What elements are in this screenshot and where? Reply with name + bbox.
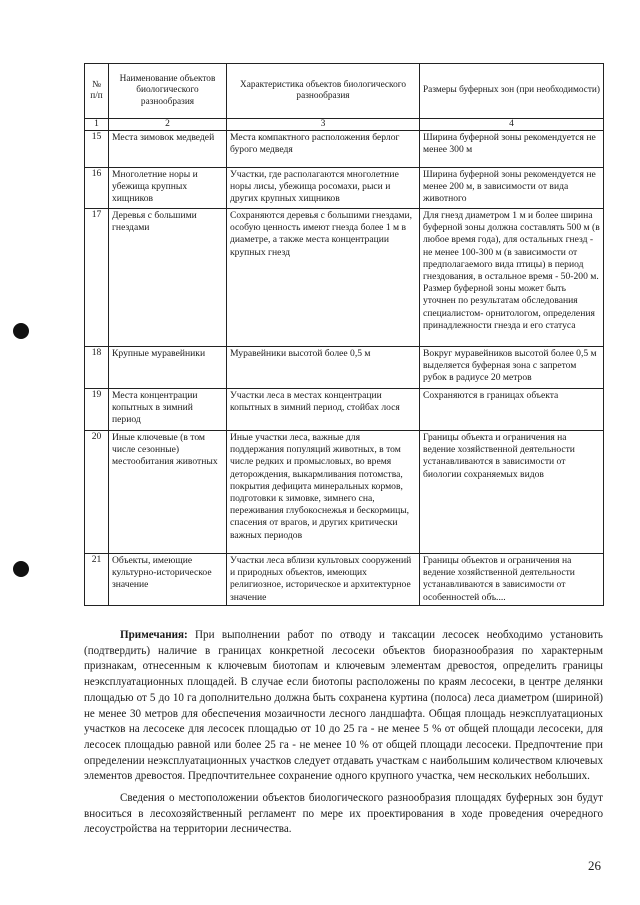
- table-row: [85, 168, 604, 209]
- punch-hole-top: [13, 323, 29, 339]
- punch-hole-bottom: [13, 561, 29, 577]
- table-row: [85, 554, 604, 606]
- row-name: Места зимовок медведей: [109, 131, 227, 168]
- row-name: Иные ключевые (в том числе сезонные) местообитания животных: [109, 431, 227, 554]
- header-buffer: Размеры буферных зон (при необходимости): [420, 64, 604, 119]
- row-num: 18: [85, 347, 109, 389]
- row-num: 15: [85, 131, 109, 168]
- header-name: Наименование объектов биологического разнообразия: [109, 64, 227, 119]
- row-characteristic: Муравейники высотой более 0,5 м: [227, 347, 420, 389]
- row-buffer: Границы объектов и ограничения на ведение хозяйственной деятельности устанавливаются в зависимости от особенностей объ....: [420, 554, 604, 606]
- row-characteristic: Участки, где располагаются многолетние норы лисы, убежища росомахи, рыси и других крупных хищников: [227, 168, 420, 209]
- column-number: 4: [420, 119, 604, 131]
- notes-label: Примечания:: [120, 629, 188, 641]
- row-num: 21: [85, 554, 109, 606]
- row-num: 17: [85, 209, 109, 347]
- notes-text-1: При выполнении работ по отводу и таксации лесосек необходимо установить (подтвердить) наличие в границах конкретной лесосеки объектов биоразнообразия по характерным признакам, отнесенным к ключевым биотопам и ключевым элементам древостоя, определить границы неэксплуатационных площадей. В случае если биотопы расположены по краям лесосеки, в центре делянки площадью от 5 до 10 га дополнительно должна быть сохранена куртина (полоса) леса диаметром (шириной) не менее 30 метров для обеспечения мозаичности лесного ландшафта. Общая площадь неэксплуатационых участков на лесосеке для лесосек площадью от 10 до 25 га - не менее 5 % от общей площади лесосеки, для лесосек площадью равной или более 25 га - не менее 10 % от общей площади лесосеки. Предпочтение при определении неэксплуатационных участков следует отдавать участкам с наибольшим количеством ключевых элементов древостоя. Предпочтительнее сохранение одного крупного участка, чем нескольких небольших.: [84, 629, 603, 783]
- header-characteristic: Характеристика объектов биологического разнообразия: [227, 64, 420, 119]
- table-header-row: [85, 64, 604, 119]
- column-number-row: [85, 119, 604, 131]
- row-buffer: Сохраняются в границах объекта: [420, 389, 604, 431]
- row-name: Крупные муравейники: [109, 347, 227, 389]
- header-num: № п/п: [85, 64, 109, 119]
- row-num: 20: [85, 431, 109, 554]
- row-buffer: Границы объекта и ограничения на ведение хозяйственной деятельности устанавливаются в зависимости от биологии сохраняемых видов: [420, 431, 604, 554]
- row-name: Объекты, имеющие культурно-историческое значение: [109, 554, 227, 606]
- column-number: 3: [227, 119, 420, 131]
- table-row: [85, 431, 604, 554]
- row-buffer: Для гнезд диаметром 1 м и более ширина буферной зоны должна составлять 500 м (в любое время года), для остальных гнезд - не менее 100-300 м (в зависимости от предполагаемого вида птицы) в период гнездования, в остальное время - 50-200 м. Размер буферной зоны может быть уточнен по результатам обследования специалистом- орнитологом, определения принадлежности гнезда и его статуса: [420, 209, 604, 347]
- biodiversity-table: [84, 63, 604, 606]
- notes-section: [84, 628, 603, 838]
- row-buffer: Вокруг муравейников высотой более 0,5 м выделяется буферная зона с запретом рубок в радиусе 20 метров: [420, 347, 604, 389]
- row-name: Деревья с большими гнездами: [109, 209, 227, 347]
- row-buffer: Ширина буферной зоны рекомендуется не менее 200 м, в зависимости от вида животного: [420, 168, 604, 209]
- row-characteristic: Иные участки леса, важные для поддержания популяций животных, в том числе редких и промысловых, во время деторождения, выкармливания потомства, покрытия дефицита минеральных кормов, подготовки к зимовке, зимнего сна, переживания глубокоснежья и бескормицы, спасения от врагов, и других критически важных периодов: [227, 431, 420, 554]
- row-buffer: Ширина буферной зоны рекомендуется не менее 300 м: [420, 131, 604, 168]
- row-characteristic: Участки леса вблизи культовых сооружений и природных объектов, имеющих религиозное, историческое и архитектурное значение: [227, 554, 420, 606]
- table-row: [85, 209, 604, 347]
- row-characteristic: Сохраняются деревья с большими гнездами, особую ценность имеют гнезда более 1 м в диаметре, а также места концентрации крупных гнезд: [227, 209, 420, 347]
- page-number: 26: [588, 858, 601, 873]
- column-number: 2: [109, 119, 227, 131]
- row-num: 16: [85, 168, 109, 209]
- table-row: [85, 131, 604, 168]
- row-characteristic: Участки леса в местах концентрации копытных в зимний период, стойбах лося: [227, 389, 420, 431]
- row-name: Многолетние норы и убежища крупных хищников: [109, 168, 227, 209]
- table-row: [85, 389, 604, 431]
- row-name: Места концентрации копытных в зимний период: [109, 389, 227, 431]
- column-number: 1: [85, 119, 109, 131]
- row-num: 19: [85, 389, 109, 431]
- table-row: [85, 347, 604, 389]
- notes-paragraph-1: [84, 628, 603, 785]
- notes-paragraph-2: Сведения о местоположении объектов биологического разнообразия площадях буферных зон будут вноситься в лесохозяйственный регламент по мере их проектирования в ходе проведения очередного лесоустройства на территории лесничества.: [84, 792, 603, 836]
- row-characteristic: Места компактного расположения берлог бурого медведя: [227, 131, 420, 168]
